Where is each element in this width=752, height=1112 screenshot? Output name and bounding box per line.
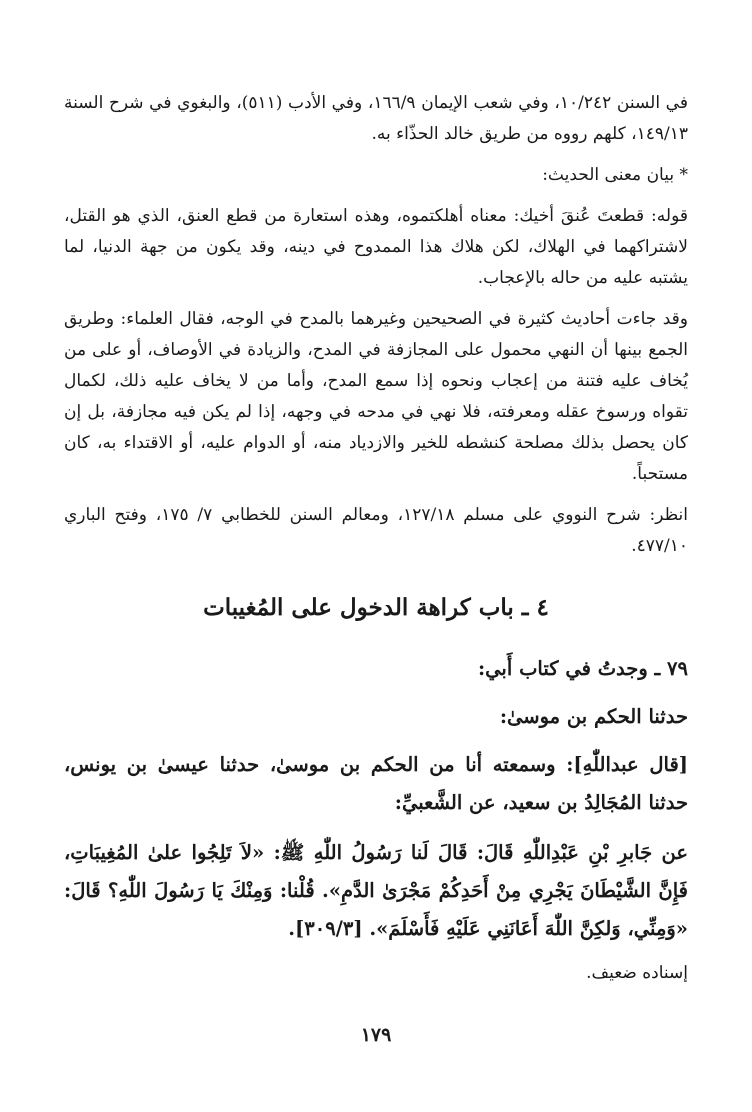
hadith-number-line: ٧٩ ـ وجدتُ في كتاب أَبي: (477, 657, 688, 680)
hadith-text: عن جَابرِ بْنِ عَبْدِاللّٰهِ قَالَ: قَالَ لَنا رَسُولُ اللّٰهِ ﷺ: «لاَ تَلِجُوا علىٰ المُغِيبَاتِ، فَإِنَّ الشَّيْطَانَ يَجْرِي مِنْ أَحَدِكُمْ مَجْرَىٰ الدَّمِ». قُلْنا: وَمِنْكَ يَا رَسُولَ اللّٰهِ؟ قَالَ: «وَمِنِّي، وَلكِنَّ اللّٰهَ أَعَانَنِي عَلَيْهِ فَأَسْلَمَ». [٣٠٩/٣]. (64, 841, 688, 940)
isnad-grade: إسناده ضعيف. (586, 963, 688, 983)
narration-chain-full: [قال عبداللّٰهِ]: وسمعته أنا من الحكم بن موسىٰ، حدثنا عيسىٰ بن يونس، حدثنا المُجَالِدُ بن سعيد، عن الشَّعبيِّ: (64, 753, 688, 814)
footnote-scholars-note: وقد جاءت أحاديث كثيرة في الصحيحين وغيرهما بالمدح في الوجه، فقال العلماء: وطريق الجمع بينها أن النهي محمول على المجازفة في المدح، والزيادة في الأوصاف، أو على من يُخاف عليه فتنة من إعجاب ونحوه إذا سمع المدح، وأما من لا يخاف عليه ذلك، لكمال تقواه ورسوخ عقله ومعرفته، فلا نهي في مدحه في وجهه، إذا لم يكن فيه مجازفة، بل إن كان يحصل بذلك مصلحة كنشطه للخير والازدياد منه، أو الدوام عليه، أو الاقتداء به، كان مستحباً. (64, 309, 688, 484)
page-number: ١٧٩ (360, 1024, 392, 1046)
footnote-section-title: * بيان معنى الحديث: (542, 165, 688, 185)
footnote-references: انظر: شرح النووي على مسلم ١٢٧/١٨، ومعالم السنن للخطابي ٧/ ١٧٥، وفتح الباري ٤٧٧/١٠. (64, 505, 688, 556)
footnote-sources: في السنن ١٠/٢٤٢، وفي شعب الإيمان ١٦٦/٩، وفي الأدب (٥١١)، والبغوي في شرح السنة ١٤٩/١٣، كلهم رووه من طريق خالد الحذّاء به. (64, 93, 688, 144)
footnote-explanation: قوله: قطعتَ عُنقَ أخيك: معناه أهلكتموه، وهذه استعارة من قطع العنق، الذي هو القتل، لاشتراكهما في الهلاك، لكن هلاك هذا الممدوح في دينه، وقد يكون من جهة الدنيا، لما يشتبه عليه من حاله بالإعجاب. (64, 206, 688, 288)
chapter-heading: ٤ ـ باب كراهة الدخول على المُغيبات (203, 594, 549, 621)
narration-chain-line: حدثنا الحكم بن موسىٰ: (499, 705, 688, 728)
